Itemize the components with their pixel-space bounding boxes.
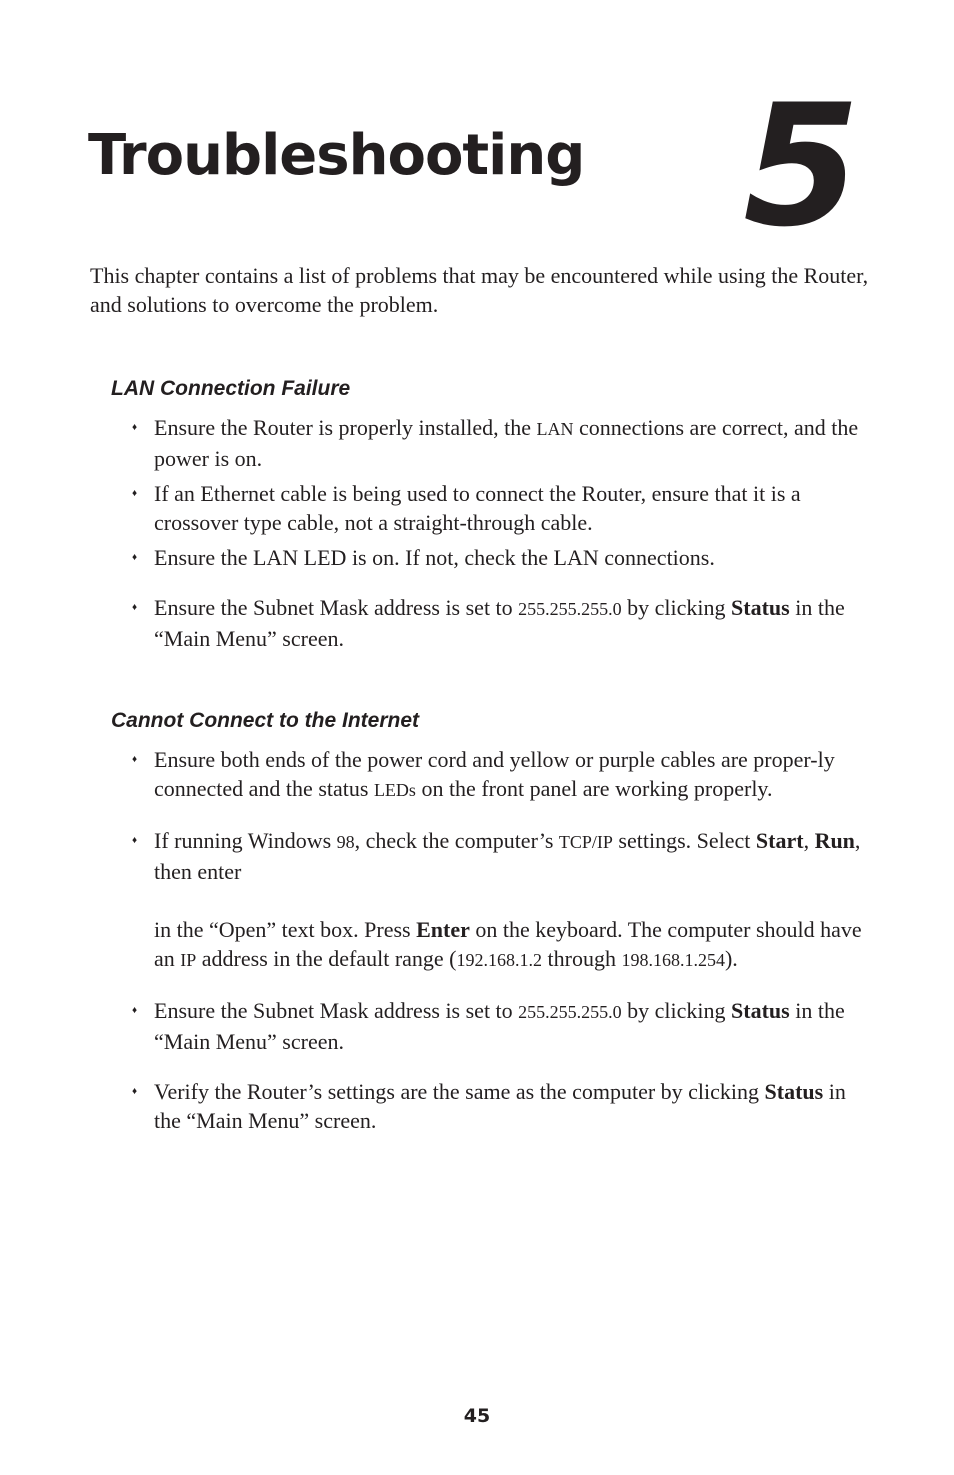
bullet-icon: ♦ [132, 552, 138, 563]
list-item: ♦ Ensure the Subnet Mask address is set to 255.255.255.0 by clicking Status in the “Main Menu” screen. [132, 595, 845, 651]
list-item: ♦ Ensure both ends of the power cord and yellow or purple cables are proper-ly connected and the status LEDs on the front panel are working properly. [132, 747, 835, 801]
list-item: ♦ Ensure the Subnet Mask address is set to 255.255.255.0 by clicking Status in the “Main Menu” screen. [132, 998, 845, 1054]
list-item: ♦ Ensure the Router is properly installed, the LAN connections are correct, and the power is on. [132, 415, 859, 471]
list-item: ♦ If an Ethernet cable is being used to connect the Router, ensure that it is a crossover type cable, not a straight-through cable. [132, 481, 801, 535]
list-item: ♦ Verify the Router’s settings are the same as the computer by clicking Status in the “Main Menu” screen. [132, 1079, 846, 1133]
bullet-icon: ♦ [132, 488, 138, 499]
chapter-number: 5 [743, 68, 860, 264]
bullet-icon: ♦ [132, 422, 138, 433]
page-number: 45 [463, 1405, 491, 1427]
bullet-icon: ♦ [132, 1005, 138, 1016]
lan-failure-list [132, 413, 872, 653]
list-item: ♦ Ensure the LAN LED is on. If not, check the LAN connections. [132, 545, 715, 570]
internet-failure-list [132, 745, 872, 1135]
bullet-icon: ♦ [132, 1086, 138, 1097]
intro-paragraph: This chapter contains a list of problems that may be encountered while using the Router, and solutions to overcome the problem. [90, 263, 869, 317]
section-heading-cannot-connect: Cannot Connect to the Internet [111, 709, 419, 732]
chapter-title: Troubleshooting [88, 123, 585, 188]
section-heading-lan-connection-failure: LAN Connection Failure [111, 377, 351, 400]
list-item: ♦ If running Windows 98, check the computer’s TCP/IP settings. Select Start, Run, then enter in the “Open” text box. Press Enter on the keyboard. The computer should have an IP address in the default range (192.168.1.2 through 198.168.1.254). [132, 828, 862, 971]
bullet-icon: ♦ [132, 602, 138, 613]
bullet-icon: ♦ [132, 754, 138, 765]
bullet-icon: ♦ [132, 835, 138, 846]
